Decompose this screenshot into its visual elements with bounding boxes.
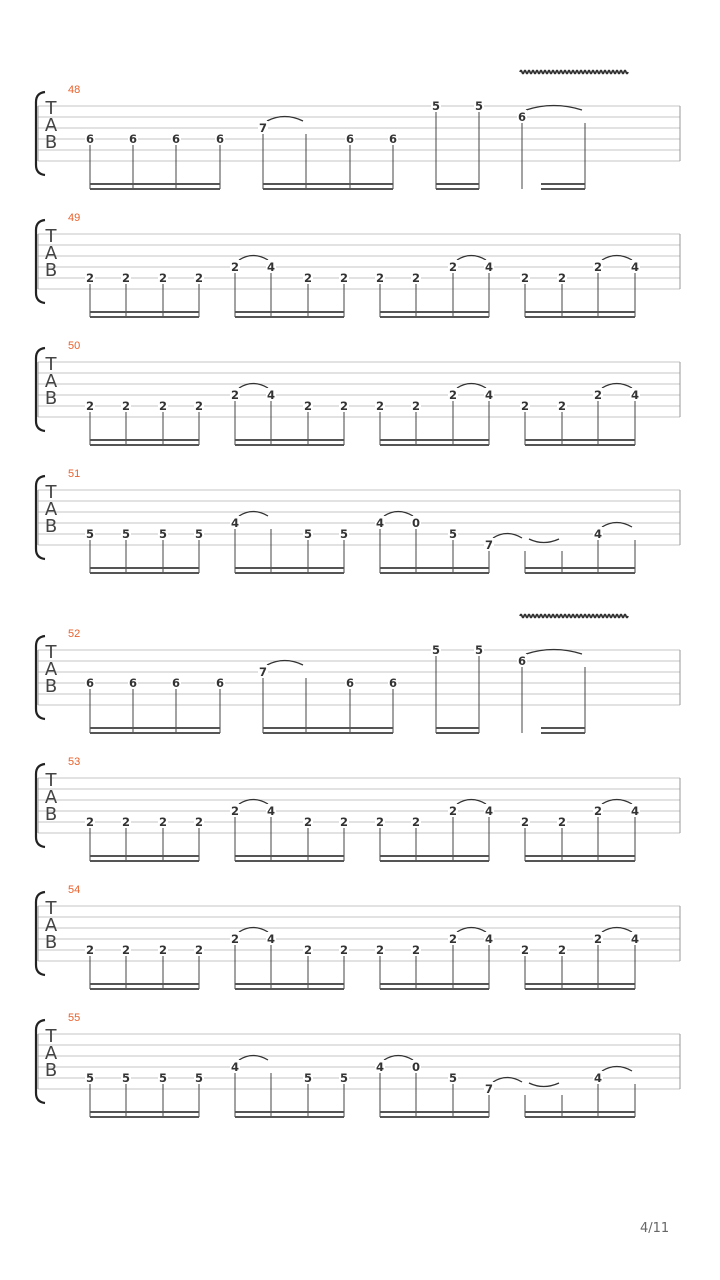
fret-number: 5 <box>448 1071 458 1085</box>
fret-number: 2 <box>520 943 530 957</box>
fret-number: 4 <box>375 1060 385 1074</box>
staff-bracket <box>36 92 45 175</box>
fret-number: 4 <box>230 516 240 530</box>
fret-number: 2 <box>194 399 204 413</box>
tab-clef-letter: B <box>44 516 58 537</box>
staff-bracket <box>36 220 45 303</box>
fret-number: 5 <box>121 527 131 541</box>
tab-clef-letter: A <box>44 243 58 264</box>
fret-number: 2 <box>85 399 95 413</box>
fret-number: 2 <box>121 271 131 285</box>
tab-clef-letter: T <box>45 226 57 247</box>
fret-number: 2 <box>375 943 385 957</box>
tab-clef-letter: B <box>44 676 58 697</box>
fret-number: 6 <box>171 132 181 146</box>
measure-number: 54 <box>68 884 81 896</box>
fret-number: 4 <box>593 527 603 541</box>
fret-number: 2 <box>230 932 240 946</box>
fret-number: 4 <box>593 1071 603 1085</box>
staff-bracket <box>36 636 45 719</box>
fret-number: 7 <box>484 538 494 552</box>
fret-number: 5 <box>339 527 349 541</box>
measure-number: 55 <box>68 1012 81 1024</box>
fret-number: 5 <box>194 1071 204 1085</box>
staff-bracket <box>36 348 45 431</box>
tab-clef-letter: A <box>44 787 58 808</box>
fret-number: 5 <box>158 1071 168 1085</box>
measure-number: 48 <box>68 84 81 96</box>
tab-staff <box>36 212 680 317</box>
fret-number: 2 <box>593 804 603 818</box>
fret-number: 2 <box>194 815 204 829</box>
page-number: 4/11 <box>640 1221 670 1236</box>
fret-number: 2 <box>557 943 567 957</box>
staff-bracket <box>36 892 45 975</box>
staff-bracket <box>36 476 45 559</box>
fret-number: 2 <box>194 943 204 957</box>
fret-number: 4 <box>630 932 640 946</box>
fret-number: 2 <box>375 271 385 285</box>
tab-clef-letter: B <box>44 132 58 153</box>
fret-number: 5 <box>431 643 441 657</box>
tab-clef-letter: A <box>44 115 58 136</box>
tab-clef-letter: A <box>44 915 58 936</box>
fret-number: 2 <box>448 260 458 274</box>
fret-number: 2 <box>557 399 567 413</box>
tab-clef-letter: A <box>44 371 58 392</box>
tab-clef-letter: B <box>44 388 58 409</box>
fret-number: 0 <box>411 516 421 530</box>
fret-number: 2 <box>194 271 204 285</box>
fret-number: 6 <box>517 110 527 124</box>
fret-number: 5 <box>448 527 458 541</box>
fret-number: 2 <box>448 388 458 402</box>
fret-number: 7 <box>258 665 268 679</box>
fret-number: 2 <box>448 932 458 946</box>
fret-number: 4 <box>266 260 276 274</box>
fret-number: 5 <box>121 1071 131 1085</box>
fret-number: 2 <box>158 271 168 285</box>
fret-number: 5 <box>431 99 441 113</box>
fret-number: 4 <box>484 260 494 274</box>
fret-number: 2 <box>85 815 95 829</box>
fret-number: 4 <box>484 804 494 818</box>
tab-clef-letter: T <box>45 898 57 919</box>
fret-number: 6 <box>128 676 138 690</box>
tab-clef-letter: T <box>45 98 57 119</box>
fret-number: 6 <box>517 654 527 668</box>
fret-number: 6 <box>388 132 398 146</box>
fret-number: 2 <box>303 815 313 829</box>
fret-number: 2 <box>230 260 240 274</box>
fret-number: 2 <box>339 943 349 957</box>
fret-number: 2 <box>230 388 240 402</box>
measure-number: 53 <box>68 756 81 768</box>
tab-clef-letter: T <box>45 482 57 503</box>
tie-arc <box>529 1083 559 1087</box>
tab-clef-letter: B <box>44 1060 58 1081</box>
fret-number: 2 <box>375 815 385 829</box>
fret-number: 2 <box>411 271 421 285</box>
fret-number: 5 <box>85 527 95 541</box>
vibrato-line <box>520 71 628 74</box>
fret-number: 2 <box>158 815 168 829</box>
fret-number: 4 <box>266 804 276 818</box>
fret-number: 5 <box>194 527 204 541</box>
tab-clef-letter: A <box>44 499 58 520</box>
fret-number: 2 <box>557 815 567 829</box>
fret-number: 7 <box>258 121 268 135</box>
fret-number: 6 <box>215 676 225 690</box>
fret-number: 2 <box>411 399 421 413</box>
fret-number: 2 <box>85 943 95 957</box>
fret-number: 5 <box>474 643 484 657</box>
tab-staff <box>36 468 680 573</box>
tab-staff <box>36 1012 680 1117</box>
fret-number: 2 <box>520 399 530 413</box>
fret-number: 2 <box>121 815 131 829</box>
tab-staff <box>36 340 680 445</box>
fret-number: 2 <box>593 388 603 402</box>
fret-number: 2 <box>411 943 421 957</box>
tab-staff <box>36 884 680 989</box>
fret-number: 6 <box>345 676 355 690</box>
tab-staff <box>36 71 680 190</box>
fret-number: 2 <box>158 399 168 413</box>
fret-number: 4 <box>266 932 276 946</box>
fret-number: 6 <box>85 132 95 146</box>
fret-number: 2 <box>85 271 95 285</box>
tab-clef-letter: B <box>44 932 58 953</box>
fret-number: 4 <box>630 260 640 274</box>
fret-number: 2 <box>121 943 131 957</box>
fret-number: 0 <box>411 1060 421 1074</box>
fret-number: 4 <box>630 804 640 818</box>
fret-number: 2 <box>303 943 313 957</box>
fret-number: 4 <box>375 516 385 530</box>
fret-number: 6 <box>85 676 95 690</box>
fret-number: 2 <box>230 804 240 818</box>
measure-number: 49 <box>68 212 81 224</box>
staff-bracket <box>36 764 45 847</box>
tab-clef-letter: T <box>45 354 57 375</box>
tab-clef-letter: A <box>44 1043 58 1064</box>
fret-number: 6 <box>171 676 181 690</box>
fret-number: 2 <box>339 271 349 285</box>
tab-clef-letter: T <box>45 1026 57 1047</box>
fret-number: 2 <box>303 399 313 413</box>
fret-number: 5 <box>85 1071 95 1085</box>
fret-number: 5 <box>303 527 313 541</box>
fret-number: 2 <box>448 804 458 818</box>
measure-number: 51 <box>68 468 81 480</box>
fret-number: 5 <box>339 1071 349 1085</box>
fret-number: 2 <box>593 932 603 946</box>
fret-number: 6 <box>128 132 138 146</box>
fret-number: 6 <box>345 132 355 146</box>
fret-number: 5 <box>474 99 484 113</box>
tab-clef-letter: B <box>44 804 58 825</box>
fret-number: 2 <box>375 399 385 413</box>
fret-number: 6 <box>215 132 225 146</box>
tab-clef-letter: A <box>44 659 58 680</box>
fret-number: 4 <box>484 932 494 946</box>
fret-number: 2 <box>411 815 421 829</box>
tab-clef-letter: T <box>45 642 57 663</box>
tab-staff <box>36 756 680 861</box>
fret-number: 7 <box>484 1082 494 1096</box>
fret-number: 2 <box>520 271 530 285</box>
fret-number: 2 <box>303 271 313 285</box>
tab-staff <box>36 615 680 734</box>
fret-number: 5 <box>303 1071 313 1085</box>
tie-arc <box>529 539 559 543</box>
fret-number: 2 <box>158 943 168 957</box>
vibrato-line <box>520 615 628 618</box>
fret-number: 4 <box>230 1060 240 1074</box>
fret-number: 4 <box>266 388 276 402</box>
fret-number: 2 <box>557 271 567 285</box>
fret-number: 2 <box>339 399 349 413</box>
measure-number: 50 <box>68 340 81 352</box>
fret-number: 2 <box>121 399 131 413</box>
fret-number: 5 <box>158 527 168 541</box>
measure-number: 52 <box>68 628 81 640</box>
fret-number: 6 <box>388 676 398 690</box>
fret-number: 4 <box>484 388 494 402</box>
fret-number: 2 <box>520 815 530 829</box>
fret-number: 4 <box>630 388 640 402</box>
tab-clef-letter: T <box>45 770 57 791</box>
fret-number: 2 <box>339 815 349 829</box>
fret-number: 2 <box>593 260 603 274</box>
staff-bracket <box>36 1020 45 1103</box>
tab-clef-letter: B <box>44 260 58 281</box>
